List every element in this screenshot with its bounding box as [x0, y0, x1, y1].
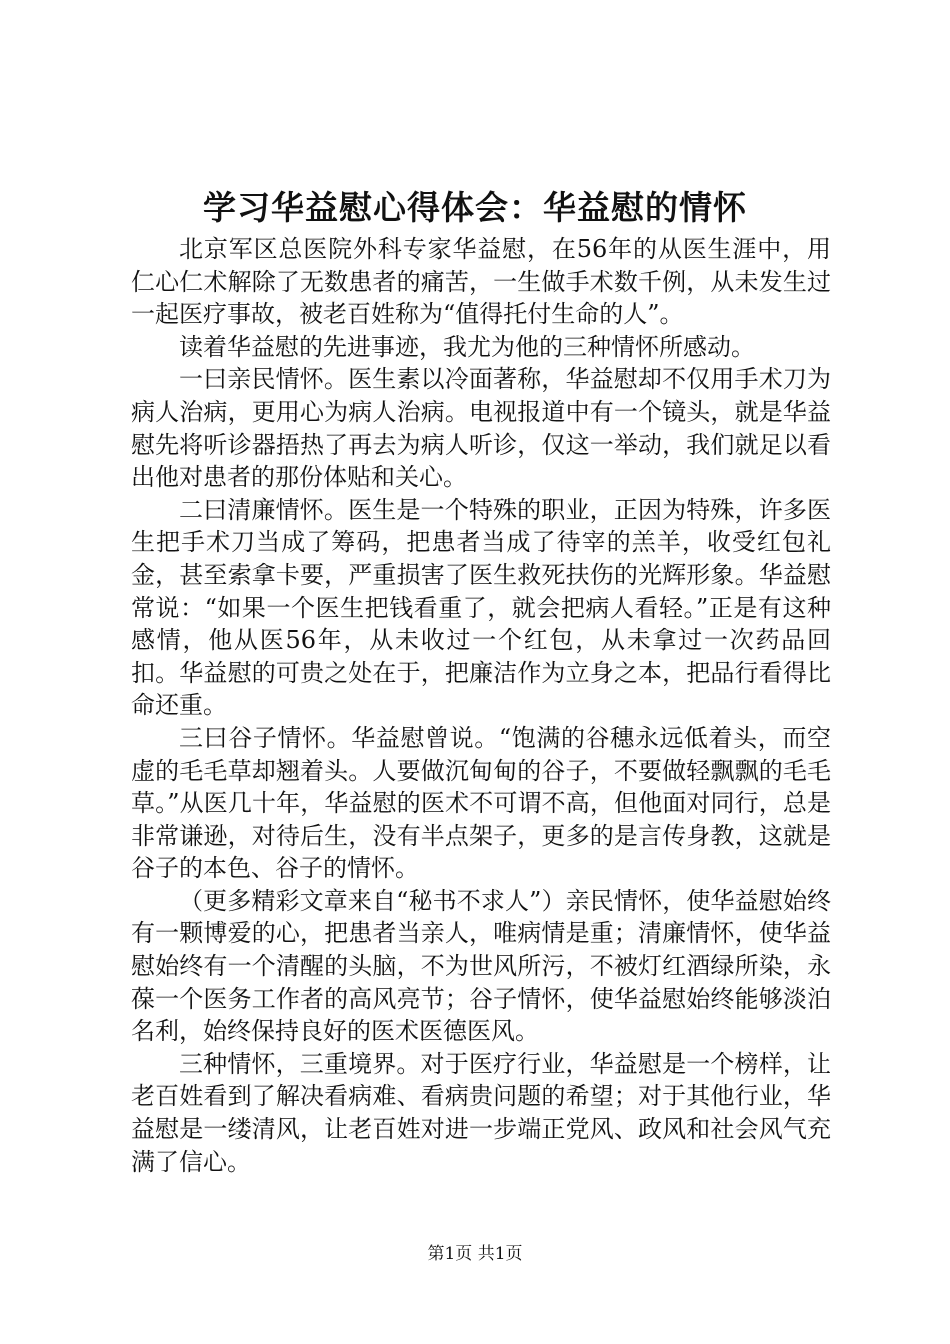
document-title: 学习华益慰心得体会：华益慰的情怀 [203, 188, 747, 227]
paragraph-summary: （更多精彩文章来自“秘书不求人”）亲民情怀，使华益慰始终有一颗博爱的心，把患者当亲人，唯病情是重；清廉情怀，使华益慰始终有一个清醒的头脑，不为世风所污，不被灯红酒绿所染，永葆一个医务工作者的高风亮节；谷子情怀，使华益慰始终能够淡泊名利，始终保持良好的医术医德医风。 [131, 886, 831, 1046]
paragraph-grain-feeling: 三曰谷子情怀。华益慰曾说。“饱满的谷穗永远低着头，而空虚的毛毛草却翘着头。人要做沉甸甸的谷子，不要做轻飘飘的毛毛草。”从医几十年，华益慰的医术不可谓不高，但他面对同行，总是非常谦逊，对待后生，没有半点架子，更多的是言传身教，这就是谷子的本色、谷子的情怀。 [131, 723, 831, 883]
document-body [131, 233, 831, 1178]
paragraph-intro: 北京军区总医院外科专家华益慰，在56年的从医生涯中，用仁心仁术解除了无数患者的痛苦，一生做手术数千例，从未发生过一起医疗事故，被老百姓称为“值得托付生命的人”。 [131, 235, 831, 329]
page-number-footer: 第1页 共1页 [427, 1244, 523, 1264]
paragraph-conclusion: 三种情怀，三重境界。对于医疗行业，华益慰是一个榜样，让老百姓看到了解决看病难、看病贵问题的希望；对于其他行业，华益慰是一缕清风，让老百姓对进一步端正党风、政风和社会风气充满了信心。 [131, 1049, 831, 1176]
paragraph-integrity-feeling: 二曰清廉情怀。医生是一个特殊的职业，正因为特殊，许多医生把手术刀当成了筹码，把患者当成了待宰的羔羊，收受红包礼金，甚至索拿卡要，严重损害了医生救死扶伤的光辉形象。华益慰常说：“如果一个医生把钱看重了，就会把病人看轻。”正是有这种感情，他从医56年，从未收过一个红包，从未拿过一次药品回扣。华益慰的可贵之处在于，把廉洁作为立身之本，把品行看得比命还重。 [131, 495, 831, 720]
paragraph-people-feeling: 一曰亲民情怀。医生素以冷面著称，华益慰却不仅用手术刀为病人治病，更用心为病人治病。电视报道中有一个镜头，就是华益慰先将听诊器捂热了再去为病人听诊，仅这一举动，我们就足以看出他对患者的那份体贴和关心。 [131, 365, 831, 492]
paragraph-three-feelings: 读着华益慰的先进事迹，我尤为他的三种情怀所感动。 [179, 332, 755, 361]
